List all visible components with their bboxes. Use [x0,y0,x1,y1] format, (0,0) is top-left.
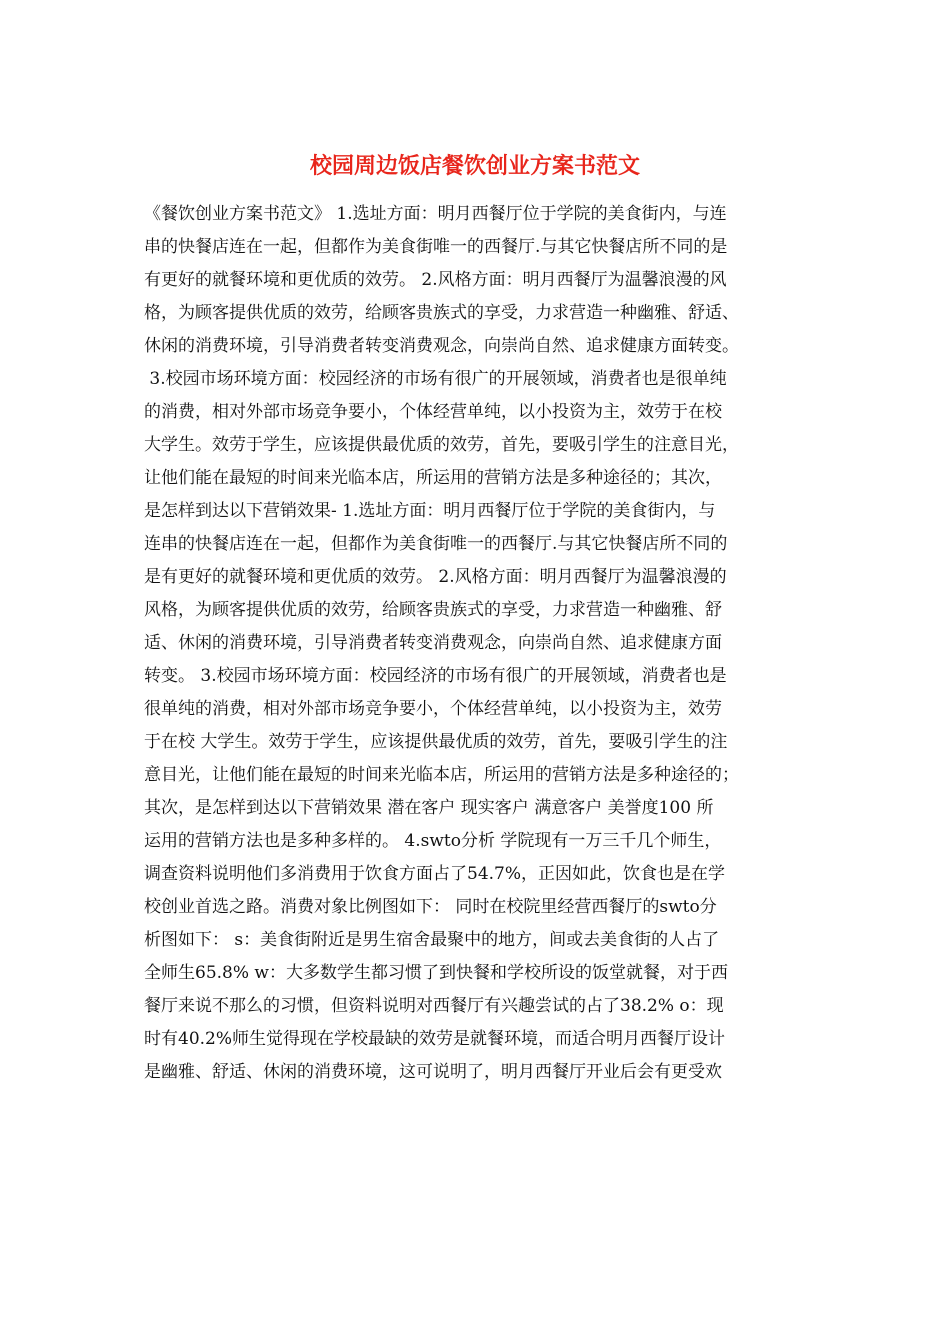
body-line: 其次，是怎样到达以下营销效果 潜在客户 现实客户 满意客户 美誉度100 所 [144,798,714,818]
body-line: 串的快餐店连在一起，但都作为美食街唯一的西餐厅.与其它快餐店所不同的是 [144,237,728,257]
body-line: 连串的快餐店连在一起，但都作为美食街唯一的西餐厅.与其它快餐店所不同的 [144,534,728,554]
body-line: 运用的营销方法也是多种多样的。 4.swto分析 学院现有一万三千几个师生， [144,831,722,851]
body-line: 意目光，让他们能在最短的时间来光临本店，所运用的营销方法是多种途径的； [144,765,739,785]
body-line: 校创业首选之路。消费对象比例图如下： 同时在校院里经营西餐厅的swto分 [144,897,717,917]
body-line: 让他们能在最短的时间来光临本店，所运用的营销方法是多种途径的；其次， [144,468,722,488]
body-line: 格，为顾客提供优质的效劳，给顾客贵族式的享受，力求营造一种幽雅、舒适、 [144,303,739,323]
body-line: 是有更好的就餐环境和更优质的效劳。 2.风格方面：明月西餐厅为温馨浪漫的 [144,567,727,587]
body-line: 全师生65.8% w：大多数学生都习惯了到快餐和学校所设的饭堂就餐，对于西 [144,963,728,983]
body-line: 风格，为顾客提供优质的效劳，给顾客贵族式的享受，力求营造一种幽雅、舒 [144,600,722,620]
body-line: 是怎样到达以下营销效果- 1.选址方面：明月西餐厅位于学院的美食街内，与 [144,501,716,521]
body-line: 适、休闲的消费环境，引导消费者转变消费观念，向崇尚自然、追求健康方面 [144,633,722,653]
body-line: 转变。 3.校园市场环境方面：校园经济的市场有很广的开展领域，消费者也是 [144,666,727,686]
body-line: 餐厅来说不那么的习惯，但资料说明对西餐厅有兴趣尝试的占了38.2% o：现 [144,996,724,1016]
body-line: 是幽雅、舒适、休闲的消费环境，这可说明了，明月西餐厅开业后会有更受欢 [144,1062,722,1082]
body-line: 于在校 大学生。效劳于学生，应该提供最优质的效劳，首先，要吸引学生的注 [144,732,728,752]
body-line: 《餐饮创业方案书范文》 1.选址方面：明月西餐厅位于学院的美食街内，与连 [144,204,727,224]
document-body [144,198,809,1089]
body-line: 时有40.2%师生觉得现在学校最缺的效劳是就餐环境，而适合明月西餐厅设计 [144,1029,726,1049]
body-line: 有更好的就餐环境和更优质的效劳。 2.风格方面：明月西餐厅为温馨浪漫的风 [144,270,727,290]
document-title: 校园周边饭店餐饮创业方案书范文 [309,153,640,179]
body-line: 的消费，相对外部市场竞争要小，个体经营单纯，以小投资为主，效劳于在校 [144,402,722,422]
body-line: 休闲的消费环境，引导消费者转变消费观念，向崇尚自然、追求健康方面转变。 [144,336,739,356]
body-line: 析图如下： s：美食街附近是男生宿舍最聚中的地方，间或去美食街的人占了 [144,930,720,950]
body-line: 大学生。效劳于学生，应该提供最优质的效劳，首先，要吸引学生的注意目光， [144,435,739,455]
body-line: 3.校园市场环境方面：校园经济的市场有很广的开展领域，消费者也是很单纯 [144,369,727,389]
body-line: 调查资料说明他们多消费用于饮食方面占了54.7%，正因如此，饮食也是在学 [144,864,726,884]
body-line: 很单纯的消费，相对外部市场竞争要小，个体经营单纯，以小投资为主，效劳 [144,699,722,719]
